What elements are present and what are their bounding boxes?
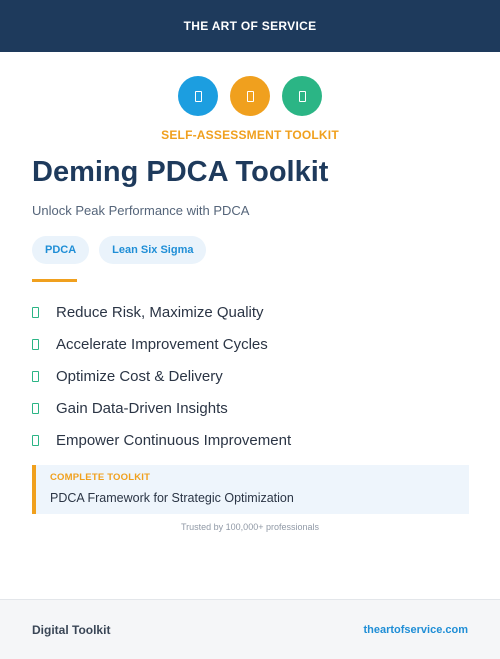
tag-pdca[interactable]: PDCA (32, 236, 89, 264)
orange-glyph-icon (230, 76, 270, 116)
footer-product-label: Digital Toolkit (32, 622, 111, 637)
accent-divider (32, 279, 77, 282)
icon-row (0, 76, 500, 116)
callout-text: PDCA Framework for Strategic Optimization (50, 491, 294, 505)
check-icon (32, 435, 39, 446)
feature-text: Reduce Risk, Maximize Quality (56, 303, 264, 321)
check-icon (32, 403, 39, 414)
blue-glyph-icon (178, 76, 218, 116)
kicker-label: SELF-ASSESSMENT TOOLKIT (161, 128, 339, 142)
list-item (32, 296, 291, 328)
footer (0, 599, 500, 659)
check-icon (32, 371, 39, 382)
list-item (32, 424, 291, 456)
feature-text: Accelerate Improvement Cycles (56, 335, 268, 353)
brand-title: THE ART OF SERVICE (183, 19, 317, 33)
check-icon (32, 339, 39, 350)
check-icon (32, 307, 39, 318)
tag-lean-six-sigma[interactable]: Lean Six Sigma (99, 236, 206, 264)
feature-text: Gain Data-Driven Insights (56, 399, 228, 417)
tag-list (32, 236, 206, 264)
list-item (32, 392, 291, 424)
green-glyph-icon (282, 76, 322, 116)
list-item (32, 328, 291, 360)
list-item (32, 360, 291, 392)
callout-label: COMPLETE TOOLKIT (50, 472, 151, 483)
page-title: Deming PDCA Toolkit (32, 156, 329, 188)
trust-note: Trusted by 100,000+ professionals (180, 522, 319, 532)
feature-text: Empower Continuous Improvement (56, 431, 292, 449)
feature-text: Optimize Cost & Delivery (56, 367, 223, 385)
footer-website-link[interactable]: theartofservice.com (363, 623, 468, 636)
feature-list (32, 296, 291, 456)
page-subtitle: Unlock Peak Performance with PDCA (32, 203, 250, 218)
toolkit-callout (32, 465, 469, 514)
top-banner (0, 0, 500, 52)
